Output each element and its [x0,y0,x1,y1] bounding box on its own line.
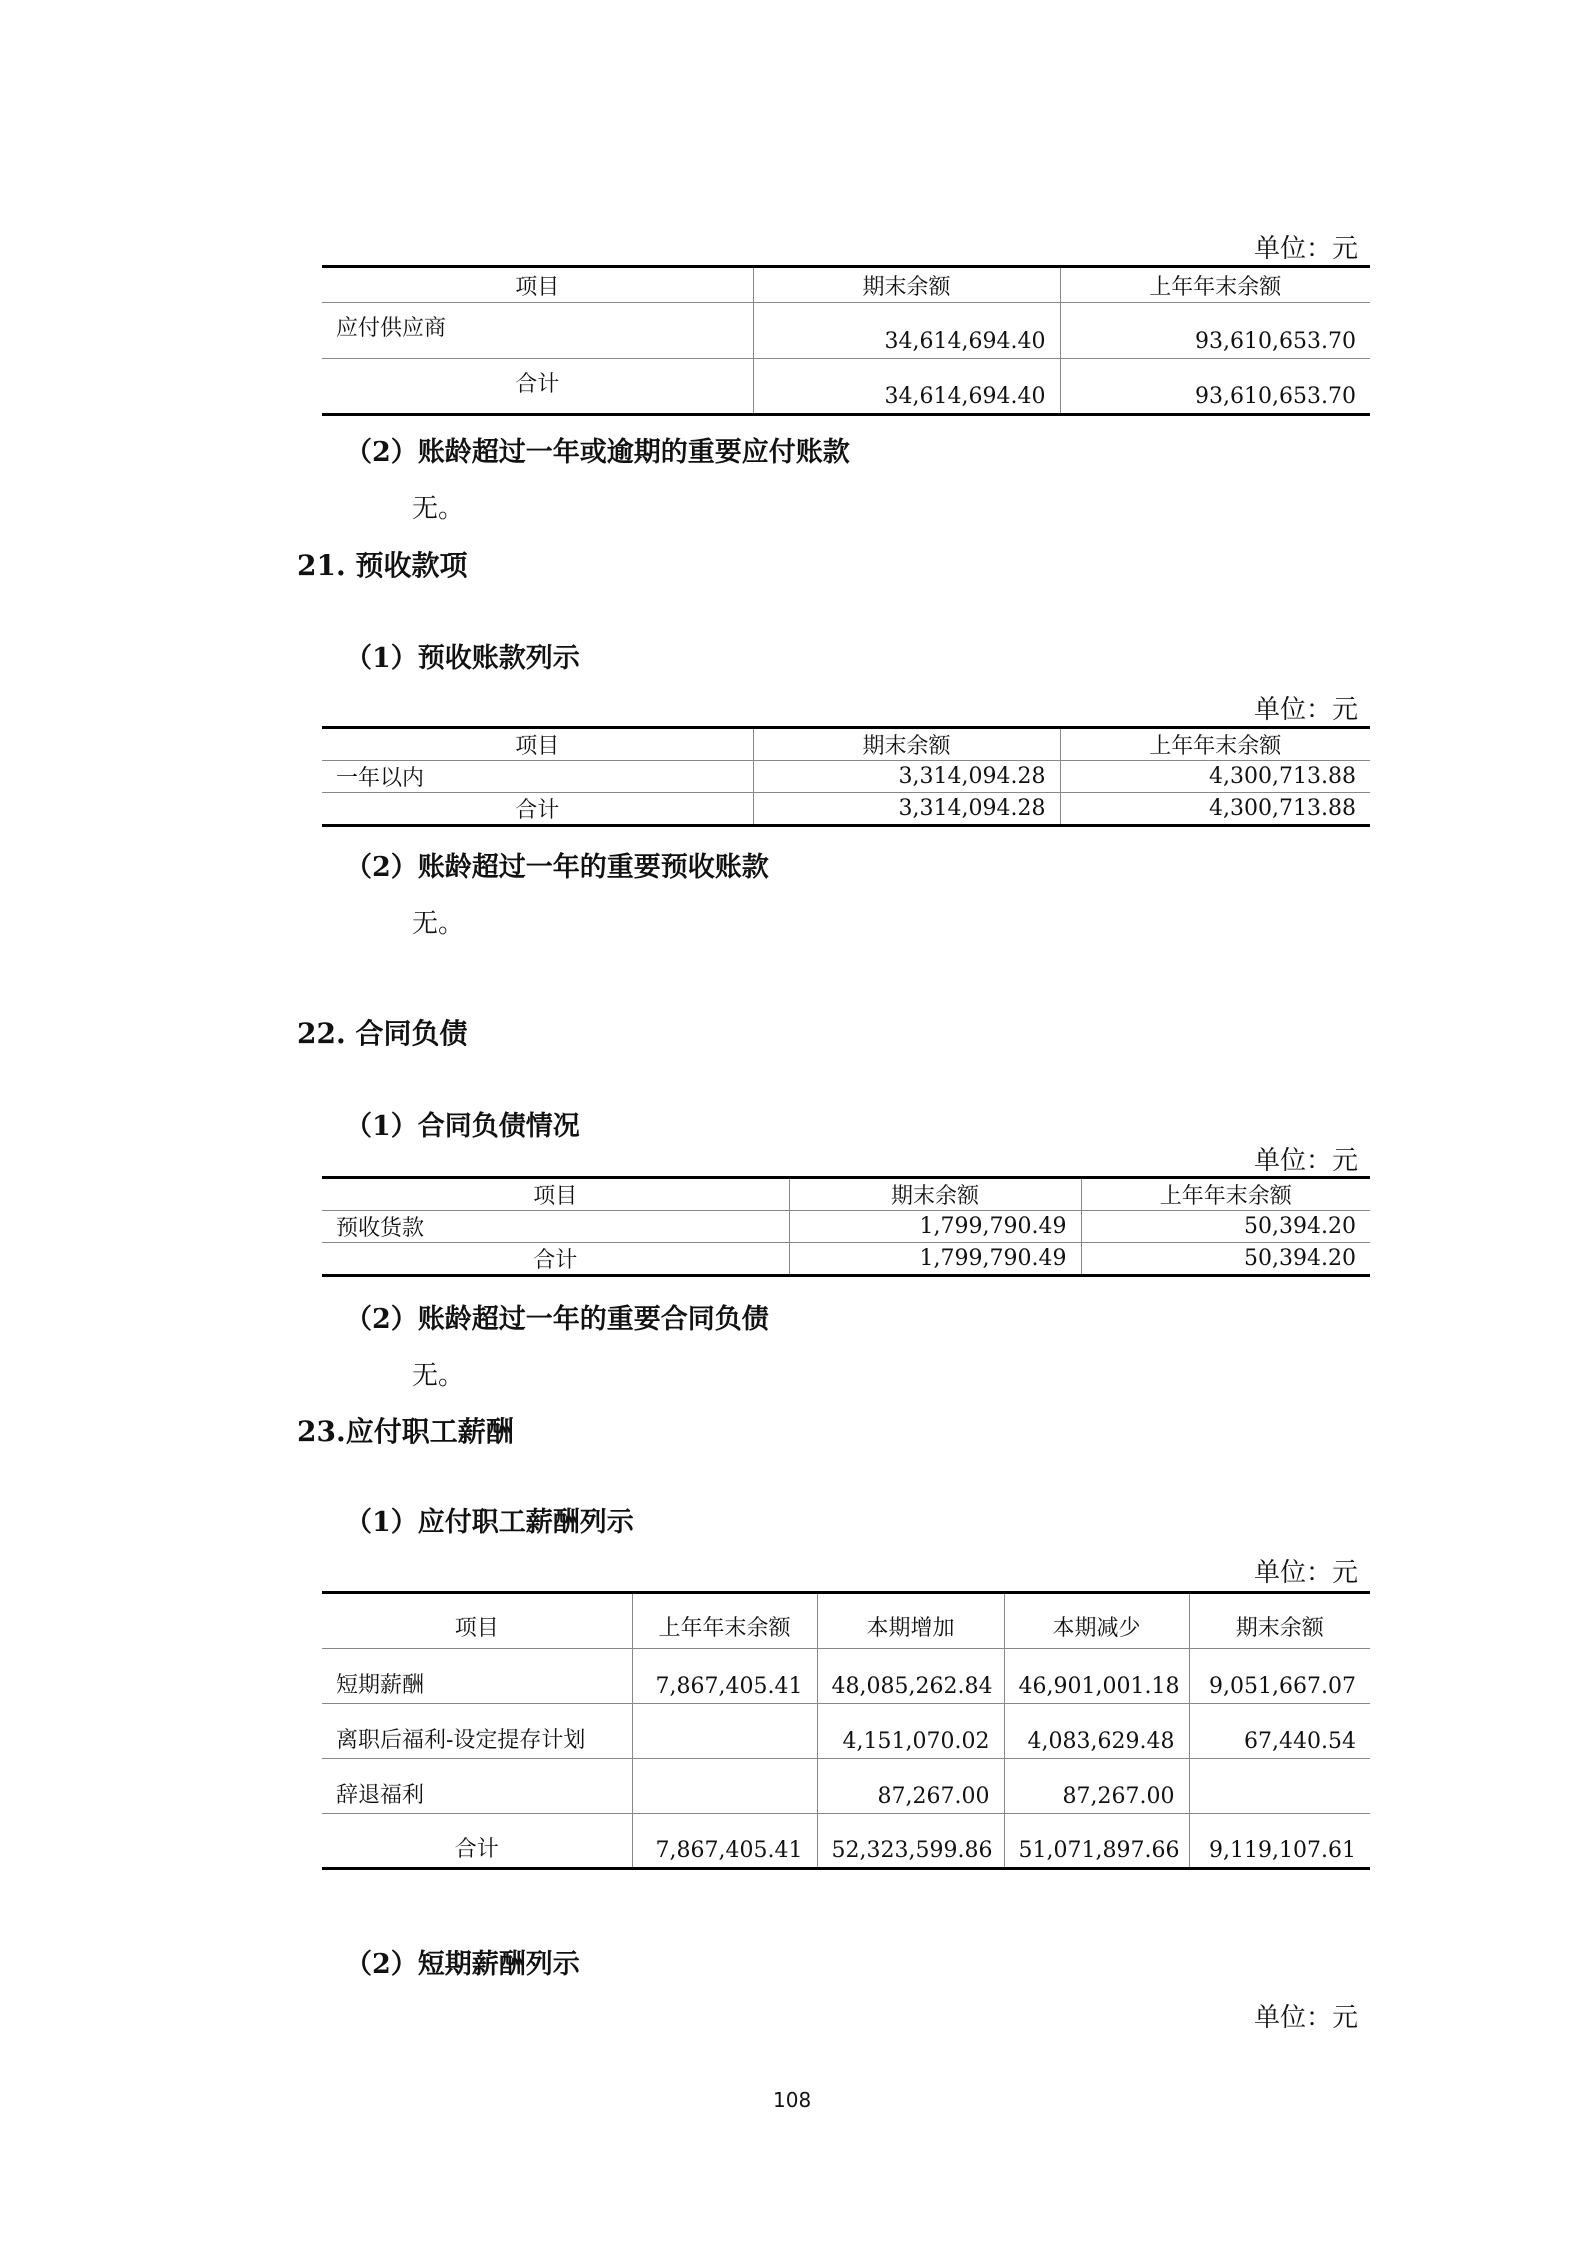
cell-value: 34,614,694.40 [753,303,1060,359]
table-row [322,1649,1370,1704]
unit-label: 单位：元 [1253,2003,1358,2033]
cell-value: 50,394.20 [1081,1243,1370,1276]
contract-liabilities-table [322,1176,1370,1277]
cell-value: 34,614,694.40 [753,359,1060,415]
cell-value: 4,300,713.88 [1060,761,1370,793]
table-header-row [322,1178,1370,1211]
cell-value [632,1704,817,1759]
subheading: （1）应付职工薪酬列示 [345,1507,634,1538]
row-label: 辞退福利 [322,1759,632,1814]
table-row [322,1759,1370,1814]
cell-value: 46,901,001.18 [1004,1649,1189,1704]
table-row [322,761,1370,793]
header-prior-year-balance: 上年年末余额 [1060,728,1370,761]
section-title: 22. 合同负债 [297,1017,468,1050]
cell-value: 4,083,629.48 [1004,1704,1189,1759]
cell-value: 50,394.20 [1081,1211,1370,1243]
header-item: 项目 [515,274,560,300]
cell-value: 4,151,070.02 [817,1704,1004,1759]
header-item: 项目 [454,1616,499,1641]
cell-value: 67,440.54 [1189,1704,1370,1759]
paragraph: 无。 [412,1361,465,1391]
table-row [322,1211,1370,1243]
table-row [322,1704,1370,1759]
unit-label: 单位：元 [1253,234,1358,264]
cell-value: 51,071,897.66 [1004,1814,1189,1869]
header-closing-balance: 期末余额 [1189,1593,1370,1649]
cell-value: 7,867,405.41 [632,1649,817,1704]
row-label: 应付供应商 [322,303,753,359]
table-total-row [322,1814,1370,1869]
header-closing-balance: 期末余额 [753,267,1060,303]
cell-value: 4,300,713.88 [1060,793,1370,826]
paragraph: 无。 [412,494,465,524]
row-label: 合计 [322,1814,632,1869]
payables-table [322,265,1370,416]
table-total-row [322,1243,1370,1276]
row-label: 离职后福利-设定提存计划 [322,1704,632,1759]
header-prior-year-balance: 上年年末余额 [632,1593,817,1649]
table-header-row [322,267,1370,303]
subheading: （2）账龄超过一年或逾期的重要应付账款 [345,437,850,468]
cell-value: 3,314,094.28 [753,793,1060,826]
cell-value: 48,085,262.84 [817,1649,1004,1704]
row-label: 预收货款 [322,1211,789,1243]
cell-value: 3,314,094.28 [753,761,1060,793]
page-number: 108 [773,2088,812,2112]
row-label: 一年以内 [322,761,753,793]
table-header-row [322,1593,1370,1649]
subheading: （2）账龄超过一年的重要合同负债 [345,1304,769,1335]
advance-receipts-table [322,726,1370,827]
unit-label: 单位：元 [1253,695,1358,725]
subheading: （2）短期薪酬列示 [345,1949,580,1980]
cell-value [1189,1759,1370,1814]
header-item: 项目 [533,1184,578,1209]
header-item: 项目 [515,734,560,759]
header-prior-year-balance: 上年年末余额 [1060,267,1370,303]
subheading: （1）预收账款列示 [345,643,580,674]
cell-value: 1,799,790.49 [789,1243,1081,1276]
table-total-row [322,359,1370,415]
subheading: （1）合同负债情况 [345,1111,580,1142]
cell-value: 9,119,107.61 [1189,1814,1370,1869]
header-decrease: 本期减少 [1004,1593,1189,1649]
unit-label: 单位：元 [1253,1558,1358,1588]
paragraph: 无。 [412,909,465,939]
cell-value: 93,610,653.70 [1060,359,1370,415]
cell-value: 1,799,790.49 [789,1211,1081,1243]
header-closing-balance: 期末余额 [753,728,1060,761]
cell-value: 87,267.00 [1004,1759,1189,1814]
unit-label: 单位：元 [1253,1146,1358,1176]
section-title: 23.应付职工薪酬 [297,1415,514,1448]
cell-value: 87,267.00 [817,1759,1004,1814]
table-header-row [322,728,1370,761]
row-label: 短期薪酬 [322,1649,632,1704]
cell-value: 93,610,653.70 [1060,303,1370,359]
section-title: 21. 预收款项 [297,549,468,582]
subheading: （2）账龄超过一年的重要预收账款 [345,852,769,883]
header-prior-year-balance: 上年年末余额 [1081,1178,1370,1211]
header-closing-balance: 期末余额 [789,1178,1081,1211]
row-label: 合计 [322,1243,789,1276]
row-label: 合计 [322,359,753,415]
header-increase: 本期增加 [817,1593,1004,1649]
table-total-row [322,793,1370,826]
table-row [322,303,1370,359]
cell-value: 52,323,599.86 [817,1814,1004,1869]
cell-value: 9,051,667.07 [1189,1649,1370,1704]
cell-value: 7,867,405.41 [632,1814,817,1869]
cell-value [632,1759,817,1814]
row-label: 合计 [322,793,753,826]
payroll-table [322,1591,1370,1870]
